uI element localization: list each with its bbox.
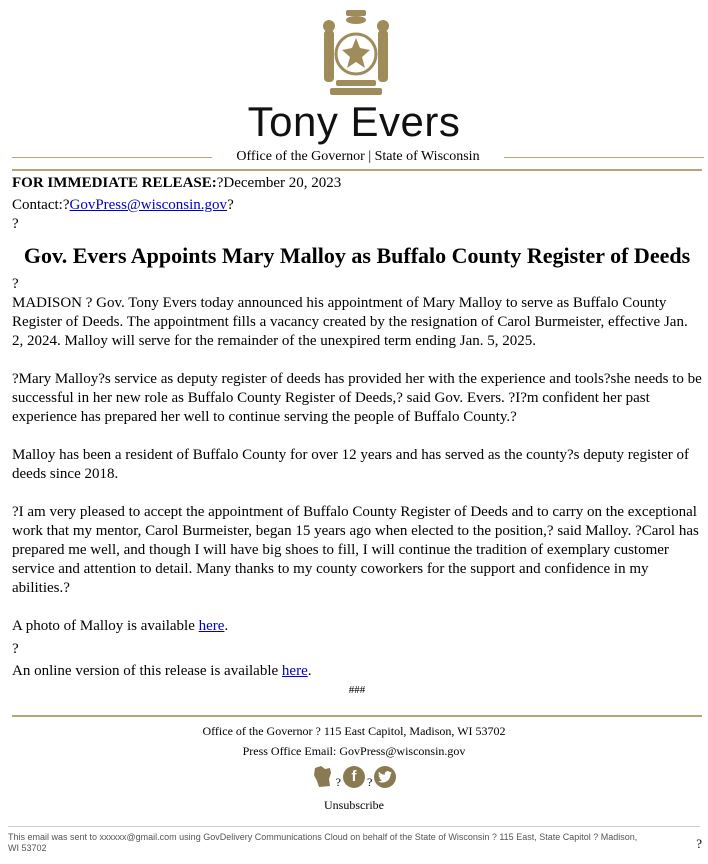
wisconsin-state-icon[interactable] (312, 765, 334, 789)
disclaimer-divider (8, 826, 700, 827)
photo-text: A photo of Malloy is available (12, 618, 199, 634)
social-separator: ? (367, 775, 373, 789)
paragraph-3: Malloy has been a resident of Buffalo County for over 12 years and has served as the county?s deputy register of deeds since 2018. (12, 447, 690, 482)
photo-link[interactable]: here (198, 618, 225, 634)
right-divider (504, 157, 704, 158)
paragraph-4: ?I am very pleased to accept the appointment of Buffalo County Register of Deeds and to carry on the exceptional work that my mentor, Carol Burmeister, began 15 years ago when elected to the position,? said Malloy. ?Carol has prepared me well, and though I will have big shoes to fill, I will continue the tradition of exemplary customer service and attention to detail. Many thanks to my county coworkers for the support and confidence in my abilities.? (12, 504, 699, 596)
release-date: ?December 20, 2023 (216, 175, 342, 191)
header-divider (12, 169, 702, 171)
photo-line (12, 617, 702, 636)
email-header (0, 0, 708, 172)
photo-suffix: . (224, 618, 229, 634)
disclaimer-mark: ? (696, 836, 702, 851)
social-separator: ? (335, 775, 341, 789)
online-line (12, 662, 702, 681)
twitter-bird-icon (378, 771, 392, 783)
contact-email-link[interactable]: GovPress@wisconsin.gov (69, 197, 228, 213)
spacer-mark: ? (12, 641, 19, 657)
unsubscribe-link[interactable]: Unsubscribe (324, 798, 384, 812)
social-links (0, 764, 708, 790)
release-content (12, 174, 702, 696)
release-line (12, 174, 702, 193)
footer-divider (12, 715, 702, 717)
footer (0, 720, 708, 814)
delivery-disclaimer: This email was sent to xxxxxx@gmail.com using GovDelivery Communications Cloud on behalf of the State of Wisconsin ? 115 East, State Capitol ? Madison, WI 53702 (8, 832, 638, 853)
facebook-icon[interactable]: f (343, 766, 365, 788)
footer-press-email: Press Office Email: GovPress@wisconsin.gov (242, 744, 466, 758)
paragraph-2: ?Mary Malloy?s service as deputy register of deeds has provided her with the experience and tools?she needs to be successful in her new role as Buffalo County Register of Deeds,? said Gov. Evers. ?I?m confident her past experience has prepared her well to continue serving the people of Buffalo County.? (12, 371, 702, 425)
online-text: An online version of this release is available (12, 663, 282, 679)
online-version-link[interactable]: here (281, 663, 308, 679)
contact-label: Contact:? (12, 197, 70, 213)
office-line (12, 148, 704, 168)
governor-name: Tony Evers (247, 98, 461, 145)
end-marker: ### (348, 684, 366, 696)
footer-address: Office of the Governor ? 115 East Capitol, Madison, WI 53702 (202, 724, 506, 738)
release-label: FOR IMMEDIATE RELEASE: (12, 175, 217, 191)
office-title: Office of the Governor | State of Wisconsin (236, 149, 480, 164)
spacer-mark: ? (12, 276, 19, 292)
paragraph-1: MADISON ? Gov. Tony Evers today announced his appointment of Mary Malloy to serve as Buffalo County Register of Deeds. The appointment fills a vacancy created by the resignation of Carol Burmeister, effective Jan. 2, 2024. Malloy will serve for the remainder of the unexpired term ending Jan. 5, 2025. (12, 295, 688, 349)
state-seal-icon (310, 8, 402, 100)
twitter-icon[interactable] (374, 766, 396, 788)
online-suffix: . (307, 663, 312, 679)
headline: Gov. Evers Appoints Mary Malloy as Buffalo County Register of Deeds (23, 243, 691, 268)
contact-line (12, 196, 702, 215)
contact-suffix: ? (227, 197, 234, 213)
spacer-mark: ? (12, 216, 19, 232)
